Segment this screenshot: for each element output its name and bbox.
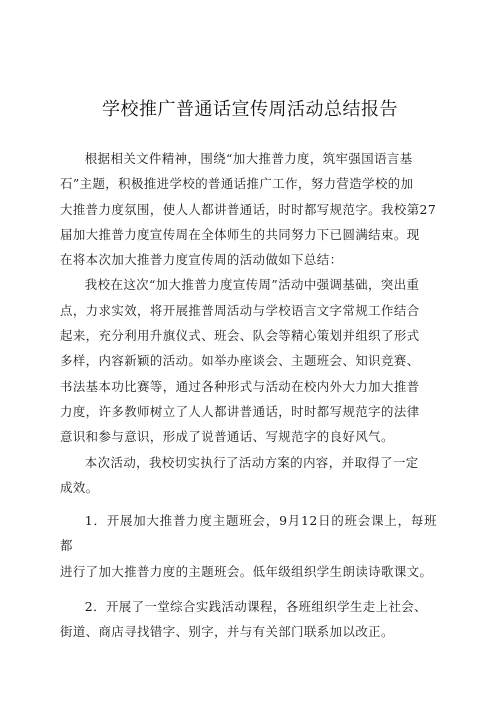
document-body <box>60 146 437 645</box>
paragraph-activities: 我校在这次“加大推普力度宣传周”活动中强调基础，突出重 点，力求实效，将开展推普周活动与学校语言文字常规工作结合 起来，充分利用升旗仪式、班会、队会等精心策划并组织了形式 多样，内容新颖的活动。如举办座谈会、主题班会、知识竞赛、 书法基本功比赛等，通过各种形式与活动在校内外大力加大推普 力度，许多教师树立了人人都讲普通话，时时都写规范字的法律 意识和参与意识，形成了说普通话、写规范字的良好风气。 <box>60 277 420 445</box>
list-item-theme-class-meeting: 1．开展加大推普力度主题班会，9月12日的班会课上，每班都 进行了加大推普力度的主题班会。低年级组织学生朗读诗歌课文。 <box>60 513 437 579</box>
document-title: 学校推广普通话宣传周活动总结报告 <box>102 99 398 120</box>
list-item-practice-course: 2．开展了一堂综合实践活动课程，各班组织学生走上社会、 街道、商店寻找错字、别字，并与有关部门联系加以改正。 <box>60 599 427 640</box>
paragraph-intro: 根据相关文件精神，围绕“加大推普力度，筑牢强国语言基 石”主题，积极推进学校的普通话推广工作，努力营造学校的加 大推普力度氛围，使人人都讲普通话，时时都写规范字。我校第27 届加大推普力度宣传周在全体师生的共同努力下已圆满结束。现 在将本次加大推普力度宣传周的活动做如下总结： <box>60 151 437 268</box>
paragraph-results: 本次活动，我校切实执行了活动方案的内容，并取得了一定 成效。 <box>60 454 419 495</box>
